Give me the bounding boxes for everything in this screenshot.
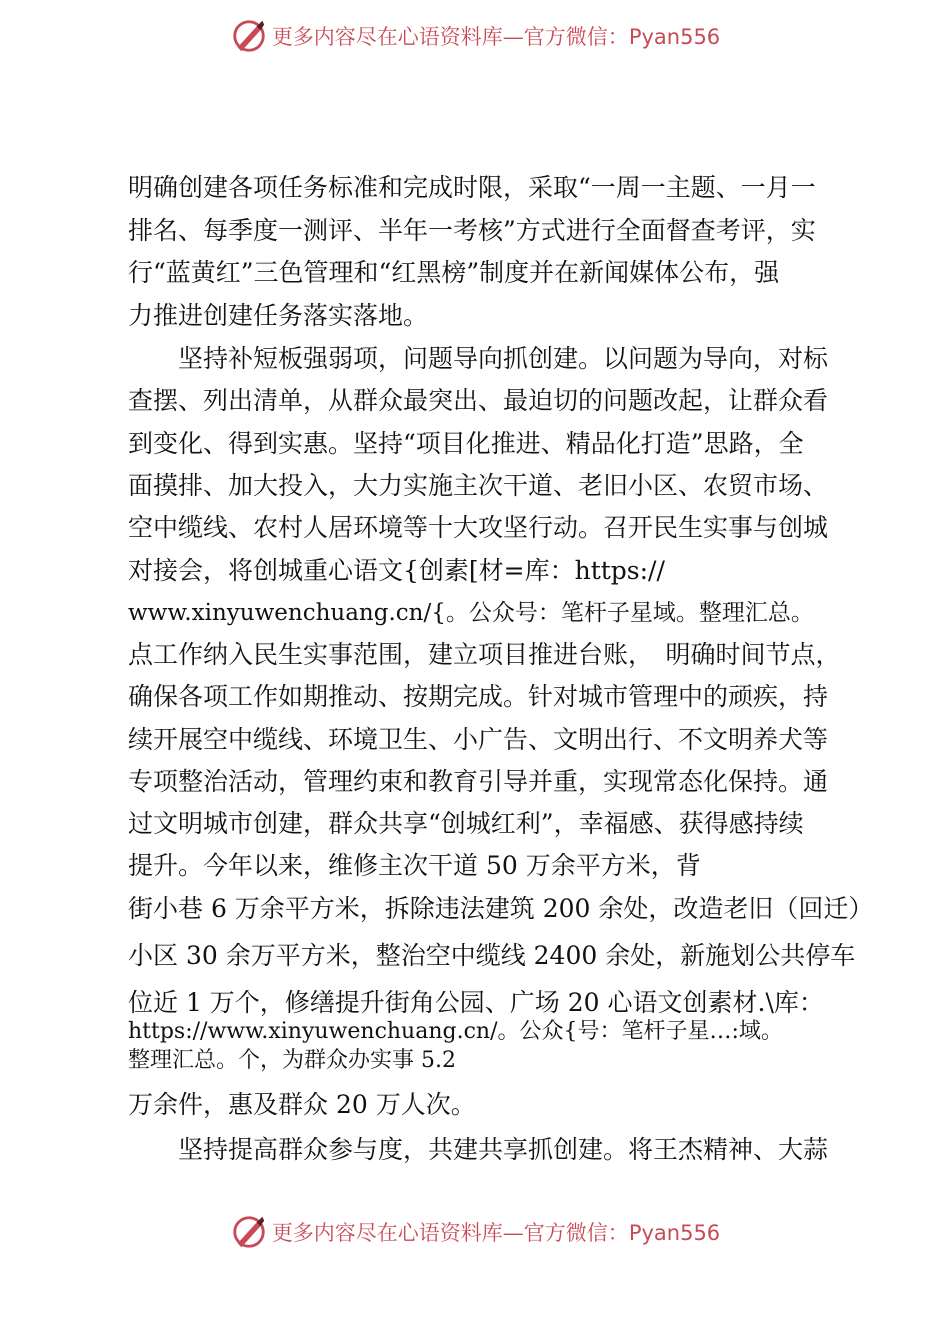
text-line: 续开展空中缆线、环境卫生、小广告、文明出行、不文明养犬等: [128, 725, 829, 754]
text-line: 点工作纳入民生实事范围，建立项目推进台账， 明确时间节点，: [128, 640, 841, 669]
text-line: 街小巷 6 万余平方米，拆除违法建筑 200 余处，改造老旧（回迁）: [128, 894, 874, 923]
text-line: 对接会，将创城重心语文{创素[材=库：https://: [128, 556, 665, 585]
text-line: 专项整治活动，管理约束和教育引导并重，实现常态化保持。通: [128, 767, 829, 796]
watermark-text: 更多内容尽在心语资料库—官方微信：Pyan556: [271, 25, 721, 49]
text-line: 整理汇总。个，为群众办实事 5.2: [128, 1048, 456, 1073]
text-line: 坚持提高群众参与度，共建共享抓创建。将王杰精神、大蒜: [128, 1135, 829, 1164]
text-line: 排名、每季度一测评、半年一考核”方式进行全面督查考评，实: [128, 216, 816, 245]
pen-logo-icon: [230, 1213, 268, 1251]
text-line: 坚持补短板强弱项，问题导向抓创建。以问题为导向，对标: [128, 344, 829, 373]
text-line: 过文明城市创建，群众共享“创城红利”，幸福感、获得感持续: [128, 809, 804, 838]
wechat-id: Pyan556: [628, 25, 721, 49]
text-line: www.xinyuwenchuang.cn/{。公众号：笔杆子星域。整理汇总。: [128, 600, 814, 626]
footer-watermark: [0, 1212, 950, 1252]
text-line: 明确创建各项任务标准和完成时限，采取“一周一主题、一月一: [128, 173, 816, 202]
text-line: 到变化、得到实惠。坚持“项目化推进、精品化打造”思路，全: [128, 429, 804, 458]
text-line: 空中缆线、农村人居环境等十大攻坚行动。召开民生实事与创城: [128, 513, 829, 542]
header-watermark: [0, 16, 950, 56]
text-line: 面摸排、加大投入，大力实施主次干道、老旧小区、农贸市场、: [128, 471, 829, 500]
pen-logo-icon: [230, 17, 268, 55]
text-line: 万余件，惠及群众 20 万人次。: [128, 1090, 476, 1119]
text-line: 小区 30 余万平方米，整治空中缆线 2400 余处，新施划公共停车: [128, 941, 856, 970]
wechat-id: Pyan556: [628, 1221, 721, 1245]
text-line: 确保各项工作如期推动、按期完成。针对城市管理中的顽疾，持: [128, 682, 829, 711]
text-line: https://www.xinyuwenchuang.cn/。公众{号：笔杆子星…:域。: [128, 1019, 783, 1044]
text-line: 提升。今年以来，维修主次干道 50 万余平方米，背: [128, 851, 701, 880]
text-line: 力推进创建任务落实落地。: [128, 301, 429, 330]
text-line: 行“蓝黄红”三色管理和“红黑榜”制度并在新闻媒体公布，强: [128, 258, 780, 287]
text-line: 查摆、列出清单，从群众最突出、最迫切的问题改起，让群众看: [128, 386, 829, 415]
text-line: 位近 1 万个，修缮提升街角公园、广场 20 心语文创素材.\库：: [128, 988, 824, 1017]
watermark-text: 更多内容尽在心语资料库—官方微信：Pyan556: [271, 1221, 721, 1245]
